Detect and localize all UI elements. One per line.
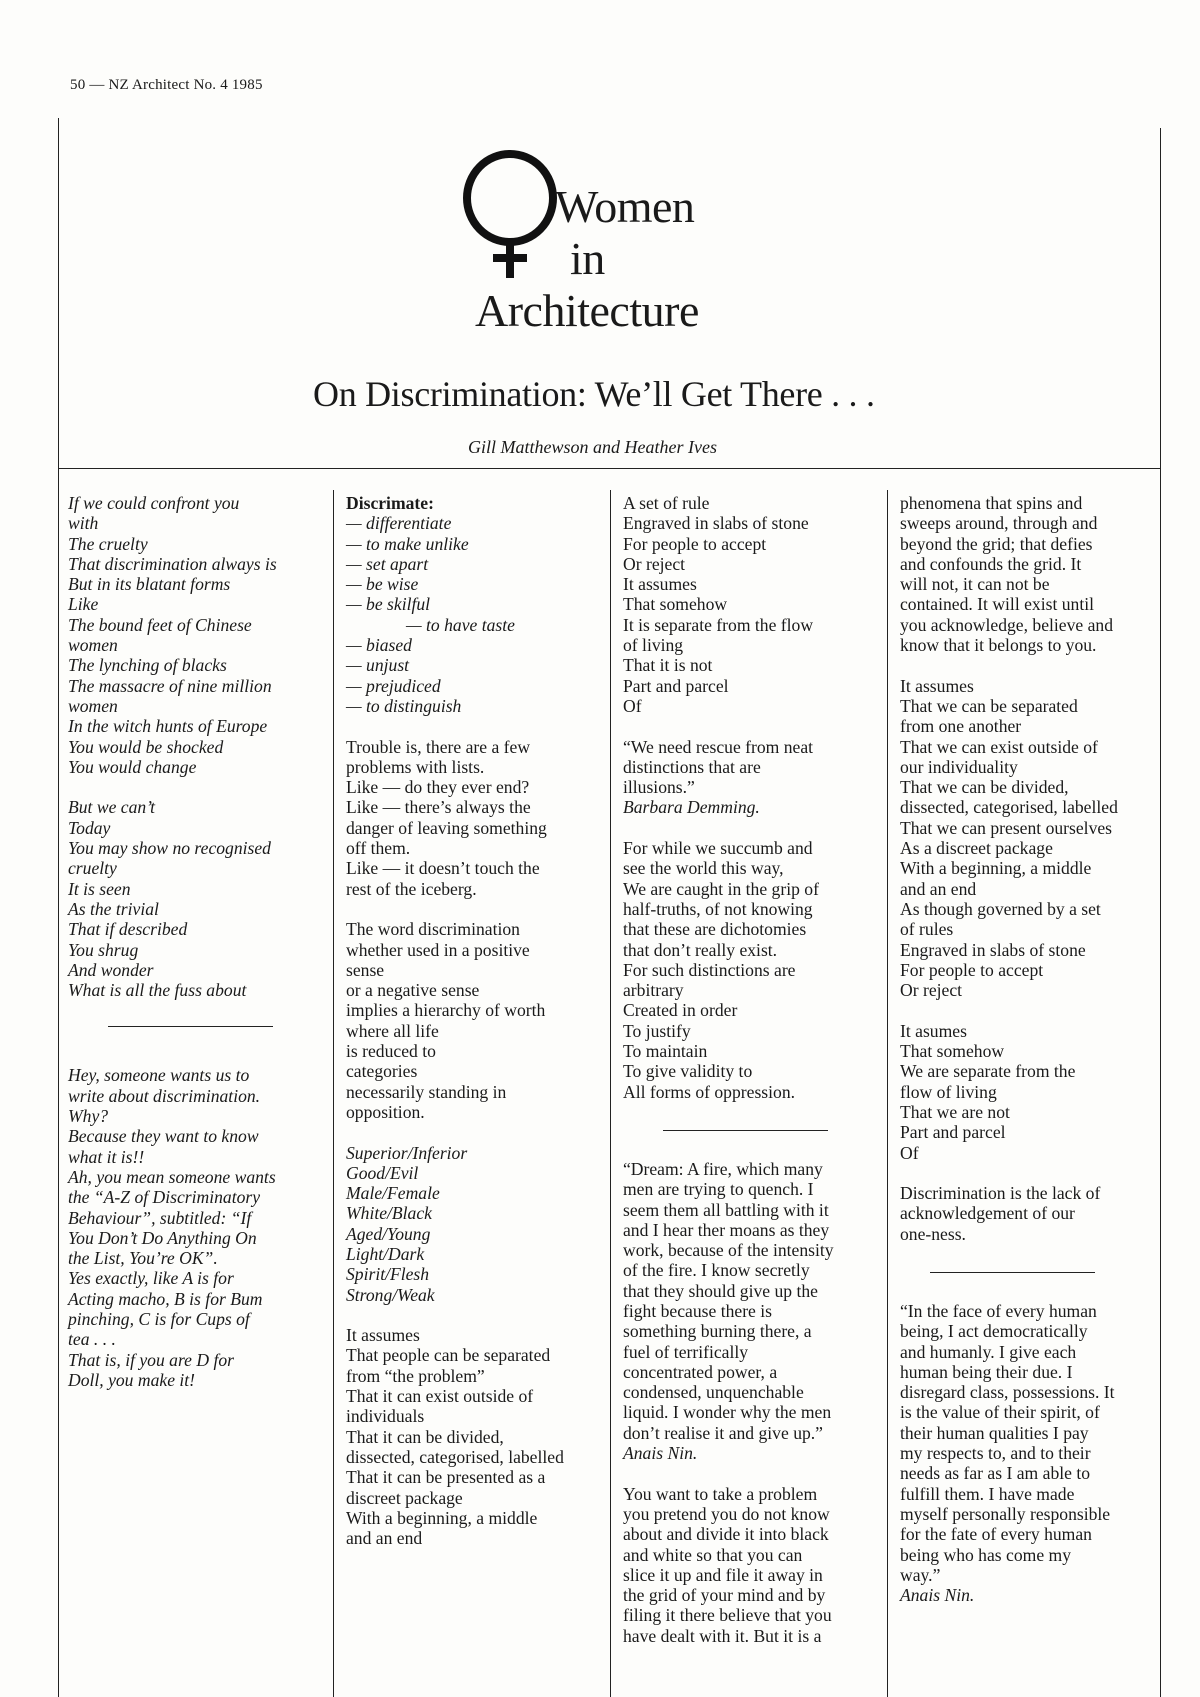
- text-line: That somehow: [900, 1041, 1005, 1062]
- text-line: sense: [346, 959, 385, 980]
- text-line: women: [68, 695, 118, 716]
- text-line: That is, if you are D for: [68, 1349, 235, 1370]
- text-line: acknowledgement of our: [900, 1203, 1075, 1224]
- text-line: problems with lists.: [346, 756, 485, 777]
- text-line: You want to take a problem: [623, 1483, 818, 1504]
- text-line: their human qualities I pay: [900, 1422, 1089, 1443]
- text-line: Superior/Inferior: [346, 1142, 468, 1163]
- section-divider: [108, 1026, 273, 1027]
- text-line: That it can be divided,: [346, 1426, 504, 1447]
- text-line: don’t realise it and give up.”: [623, 1422, 823, 1443]
- text-line: For such distinctions are: [623, 959, 796, 980]
- text-line: the “A-Z of Discriminatory: [68, 1187, 261, 1208]
- text-line: categories: [346, 1061, 418, 1082]
- text-line: distinctions that are: [623, 756, 761, 777]
- text-line: danger of leaving something: [346, 817, 547, 838]
- definition-item: — to distinguish: [346, 695, 462, 716]
- col3-quote-nin: [623, 1159, 881, 1463]
- text-line: the List, You’re OK”.: [68, 1248, 218, 1269]
- text-line: That we can exist outside of: [900, 736, 1098, 757]
- text-line: Ah, you mean someone wants: [68, 1166, 276, 1187]
- text-line: As though governed by a set: [900, 898, 1101, 919]
- col3-stanza-1: [623, 493, 881, 716]
- text-line: from one another: [900, 716, 1022, 737]
- text-line: Engraved in slabs of stone: [623, 513, 809, 534]
- text-line: and white so that you can: [623, 1544, 803, 1565]
- section-divider: [663, 1130, 828, 1131]
- text-line: Like — it doesn’t touch the: [346, 858, 540, 879]
- text-line: Barbara Demming.: [623, 797, 760, 818]
- col2-definitions: [346, 493, 604, 716]
- text-line: that don’t really exist.: [623, 939, 778, 960]
- text-line: Light/Dark: [346, 1243, 425, 1264]
- text-line: And wonder: [68, 959, 154, 980]
- text-line: disregard class, possessions. It: [900, 1382, 1115, 1403]
- text-line: being, I act democratically: [900, 1321, 1088, 1342]
- text-line: will not, it can not be: [900, 574, 1050, 595]
- text-line: is the value of their spirit, of: [900, 1402, 1100, 1423]
- title-block: [455, 150, 755, 340]
- text-line: discreet package: [346, 1487, 463, 1508]
- text-line: myself personally responsible: [900, 1503, 1111, 1524]
- text-line: That it is not: [623, 655, 713, 676]
- venus-symbol-icon: [455, 150, 565, 282]
- text-line: cruelty: [68, 858, 117, 879]
- text-line: needs as far as I am able to: [900, 1463, 1091, 1484]
- text-line: condensed, unquenchable: [623, 1382, 804, 1403]
- text-line: see the world this way,: [623, 858, 784, 879]
- text-line: Yes exactly, like A is for: [68, 1268, 234, 1289]
- running-head: 50 — NZ Architect No. 4 1985: [70, 77, 263, 93]
- text-line: the grid of your mind and by: [623, 1585, 826, 1606]
- text-line: that these are dichotomies: [623, 919, 807, 940]
- text-line: where all life: [346, 1020, 439, 1041]
- text-line: phenomena that spins and: [900, 493, 1083, 513]
- text-line: fuel of terrifically: [623, 1341, 749, 1362]
- text-line: For while we succumb and: [623, 838, 813, 859]
- text-line: being who has come my: [900, 1544, 1072, 1565]
- text-line: Behaviour”, subtitled: “If: [68, 1207, 252, 1228]
- text-line: you acknowledge, believe and: [900, 614, 1113, 635]
- text-line: my respects to, and to their: [900, 1443, 1091, 1464]
- section-divider: [930, 1272, 1095, 1273]
- text-line: You shrug: [68, 939, 139, 960]
- text-line: Created in order: [623, 1000, 738, 1021]
- definition-item: — be skilful: [346, 594, 431, 615]
- text-line: The massacre of nine million: [68, 675, 272, 696]
- text-line: Because they want to know: [68, 1126, 259, 1147]
- col2-stanza-5: [346, 1325, 604, 1548]
- text-line: human being their due. I: [900, 1361, 1073, 1382]
- text-line: But we can’t: [68, 797, 155, 818]
- text-line: and confounds the grid. It: [900, 553, 1082, 574]
- col3-stanza-5: [623, 1484, 881, 1646]
- text-line: of living: [623, 635, 684, 656]
- text-line: It is separate from the flow: [623, 614, 814, 635]
- text-line: Today: [68, 817, 111, 838]
- left-frame-rule: [58, 118, 59, 1697]
- definition-item: — differentiate: [346, 513, 452, 534]
- col1-stanza-1: [68, 493, 326, 777]
- text-line: flow of living: [900, 1081, 997, 1102]
- text-line: and an end: [346, 1528, 423, 1549]
- text-line: implies a hierarchy of worth: [346, 1000, 546, 1021]
- text-line: Anais Nin.: [623, 1443, 698, 1464]
- text-line: or a negative sense: [346, 980, 480, 1001]
- article-byline: Gill Matthewson and Heather Ives: [468, 437, 717, 457]
- text-line: We are caught in the grip of: [623, 878, 819, 899]
- text-line: Of: [900, 1142, 919, 1163]
- text-line: and an end: [900, 878, 977, 899]
- text-line: way.”: [900, 1564, 941, 1585]
- definition-item: — biased: [346, 635, 412, 656]
- text-line: Of: [623, 695, 642, 716]
- text-line: The word discrimination: [346, 919, 520, 940]
- text-line: Why?: [68, 1106, 109, 1127]
- header-rule: [58, 468, 1160, 469]
- text-line: Hey, someone wants us to: [68, 1065, 250, 1086]
- text-line: That somehow: [623, 594, 728, 615]
- text-line: beyond the grid; that defies: [900, 533, 1093, 554]
- text-line: To give validity to: [623, 1061, 753, 1082]
- text-line: is reduced to: [346, 1041, 436, 1062]
- title-line-architecture: Architecture: [475, 285, 699, 336]
- text-line: you pretend you do not know: [623, 1503, 830, 1524]
- text-line: one-ness.: [900, 1223, 966, 1244]
- text-line: fight because there is: [623, 1300, 772, 1321]
- text-line: That discrimination always is: [68, 553, 277, 574]
- text-line: All forms of oppression.: [623, 1081, 796, 1102]
- right-frame-rule: [1160, 128, 1161, 1697]
- text-line: It assumes: [623, 574, 697, 595]
- text-line: “We need rescue from neat: [623, 736, 814, 757]
- col2-opposites-list: [346, 1143, 604, 1305]
- text-line: Discrimination is the lack of: [900, 1183, 1101, 1204]
- text-line: What is all the fuss about: [68, 980, 247, 1001]
- col4-stanza-4: [900, 1183, 1158, 1244]
- text-line: pinching, C is for Cups of: [68, 1308, 250, 1329]
- text-line: But in its blatant forms: [68, 574, 231, 595]
- text-line: our individuality: [900, 756, 1018, 777]
- text-line: To maintain: [623, 1041, 708, 1062]
- text-line: whether used in a positive: [346, 939, 530, 960]
- definition-item: — to have taste: [406, 614, 515, 635]
- col2-stanza-2: [346, 737, 604, 899]
- text-line: The cruelty: [68, 533, 148, 554]
- column-rule-3: [887, 490, 888, 1697]
- text-line: half-truths, of not knowing: [623, 898, 813, 919]
- text-line: about and divide it into black: [623, 1524, 829, 1545]
- text-line: Anais Nin.: [900, 1585, 975, 1606]
- text-line: Strong/Weak: [346, 1284, 435, 1305]
- text-line: sweeps around, through and: [900, 513, 1098, 534]
- text-line: Or reject: [623, 553, 686, 574]
- text-line: Or reject: [900, 980, 963, 1001]
- text-line: Acting macho, B is for Bum: [68, 1288, 263, 1309]
- text-line: That it can be presented as a: [346, 1467, 546, 1488]
- text-line: seem them all battling with it: [623, 1199, 829, 1220]
- text-line: dissected, categorised, labelled: [346, 1446, 564, 1467]
- text-line: women: [68, 635, 118, 656]
- column-1: [68, 493, 326, 1410]
- text-line: know that it belongs to you.: [900, 635, 1097, 656]
- text-line: It asumes: [900, 1020, 967, 1041]
- text-line: contained. It will exist until: [900, 594, 1094, 615]
- text-line: fulfill them. I have made: [900, 1483, 1075, 1504]
- text-line: You may show no recognised: [68, 838, 271, 859]
- text-line: In the witch hunts of Europe: [68, 716, 268, 737]
- text-line: necessarily standing in: [346, 1081, 507, 1102]
- text-line: of the fire. I know secretly: [623, 1260, 810, 1281]
- text-line: You would change: [68, 756, 197, 777]
- text-line: and humanly. I give each: [900, 1341, 1077, 1362]
- text-line: If we could confront you: [68, 493, 240, 513]
- col2-stanza-3: [346, 919, 604, 1122]
- text-line: With a beginning, a middle: [900, 858, 1092, 879]
- text-line: something burning there, a: [623, 1321, 812, 1342]
- text-line: We are separate from the: [900, 1061, 1076, 1082]
- text-line: Engraved in slabs of stone: [900, 939, 1086, 960]
- text-line: Part and parcel: [900, 1122, 1006, 1143]
- title-line-women: Women: [555, 181, 695, 232]
- text-line: Like: [68, 594, 99, 615]
- text-line: That we can present ourselves: [900, 817, 1113, 838]
- text-line: It is seen: [68, 878, 131, 899]
- definition-item: — prejudiced: [346, 675, 441, 696]
- text-line: arbitrary: [623, 980, 684, 1001]
- text-line: with: [68, 513, 99, 534]
- text-line: and I hear ther moans as they: [623, 1219, 830, 1240]
- column-3: [623, 493, 881, 1666]
- text-line: Doll, you make it!: [68, 1369, 196, 1390]
- definition-item: — to make unlike: [346, 533, 469, 554]
- text-line: Aged/Young: [346, 1223, 431, 1244]
- col4-stanza-2: [900, 676, 1158, 1001]
- text-line: Part and parcel: [623, 675, 729, 696]
- text-line: liquid. I wonder why the men: [623, 1402, 832, 1423]
- text-line: For people to accept: [900, 959, 1044, 980]
- article-title: On Discrimination: We’ll Get There . . .: [313, 374, 875, 414]
- definition-item: — unjust: [346, 655, 410, 676]
- col4-quote-nin: [900, 1301, 1158, 1605]
- text-line: As a discreet package: [900, 838, 1053, 859]
- text-line: Like — there’s always the: [346, 797, 531, 818]
- text-line: That it can exist outside of: [346, 1386, 534, 1407]
- column-rule-1: [333, 490, 334, 1697]
- text-line: That we can be divided,: [900, 777, 1069, 798]
- col4-stanza-3: [900, 1021, 1158, 1163]
- text-line: work, because of the intensity: [623, 1240, 834, 1261]
- definition-item: — set apart: [346, 553, 429, 574]
- text-line: of rules: [900, 919, 954, 940]
- col1-stanza-2: [68, 797, 326, 1000]
- text-line: It assumes: [900, 675, 974, 696]
- definition-item: — be wise: [346, 574, 419, 595]
- col1-stanza-3: [68, 1065, 326, 1390]
- text-line: illusions.”: [623, 777, 695, 798]
- text-line: You would be shocked: [68, 736, 224, 757]
- text-line: That we are not: [900, 1101, 1010, 1122]
- text-line: A set of rule: [623, 493, 710, 513]
- text-line: concentrated power, a: [623, 1361, 778, 1382]
- text-line: men are trying to quench. I: [623, 1179, 814, 1200]
- text-line: Spirit/Flesh: [346, 1264, 430, 1285]
- text-line: “In the face of every human: [900, 1300, 1097, 1321]
- column-2: [346, 493, 604, 1569]
- text-line: tea . . .: [68, 1329, 116, 1350]
- definition-heading: Discrimate:: [346, 493, 434, 513]
- text-line: To justify: [623, 1020, 691, 1041]
- text-line: individuals: [346, 1406, 425, 1427]
- text-line: As the trivial: [68, 898, 159, 919]
- title-line-in: in: [570, 233, 605, 284]
- col3-quote-demming: [623, 737, 881, 818]
- text-line: The bound feet of Chinese: [68, 614, 252, 635]
- text-line: With a beginning, a middle: [346, 1507, 538, 1528]
- text-line: slice it up and file it away in: [623, 1564, 823, 1585]
- text-line: Trouble is, there are a few: [346, 736, 531, 757]
- column-rule-2: [610, 490, 611, 1697]
- text-line: That if described: [68, 919, 188, 940]
- text-line: White/Black: [346, 1203, 432, 1224]
- col4-stanza-1: [900, 493, 1158, 655]
- text-line: that they should give up the: [623, 1280, 818, 1301]
- text-line: That we can be separated: [900, 695, 1078, 716]
- text-line: For people to accept: [623, 533, 767, 554]
- text-line: It assumes: [346, 1325, 420, 1346]
- text-line: rest of the iceberg.: [346, 878, 477, 899]
- text-line: That people can be separated: [346, 1345, 551, 1366]
- col3-stanza-3: [623, 838, 881, 1102]
- text-line: The lynching of blacks: [68, 655, 227, 676]
- text-line: dissected, categorised, labelled: [900, 797, 1118, 818]
- text-line: “Dream: A fire, which many: [623, 1158, 823, 1179]
- text-line: write about discrimination.: [68, 1085, 261, 1106]
- text-line: You Don’t Do Anything On: [68, 1227, 257, 1248]
- text-line: Male/Female: [346, 1183, 440, 1204]
- text-line: Good/Evil: [346, 1162, 419, 1183]
- text-line: filing it there believe that you: [623, 1605, 832, 1626]
- text-line: Like — do they ever end?: [346, 777, 530, 798]
- text-line: from “the problem”: [346, 1365, 485, 1386]
- text-line: off them.: [346, 838, 411, 859]
- text-line: have dealt with it. But it is a: [623, 1625, 822, 1646]
- column-4: [900, 493, 1158, 1626]
- text-line: what it is!!: [68, 1146, 145, 1167]
- text-line: for the fate of every human: [900, 1524, 1092, 1545]
- text-line: opposition.: [346, 1101, 425, 1122]
